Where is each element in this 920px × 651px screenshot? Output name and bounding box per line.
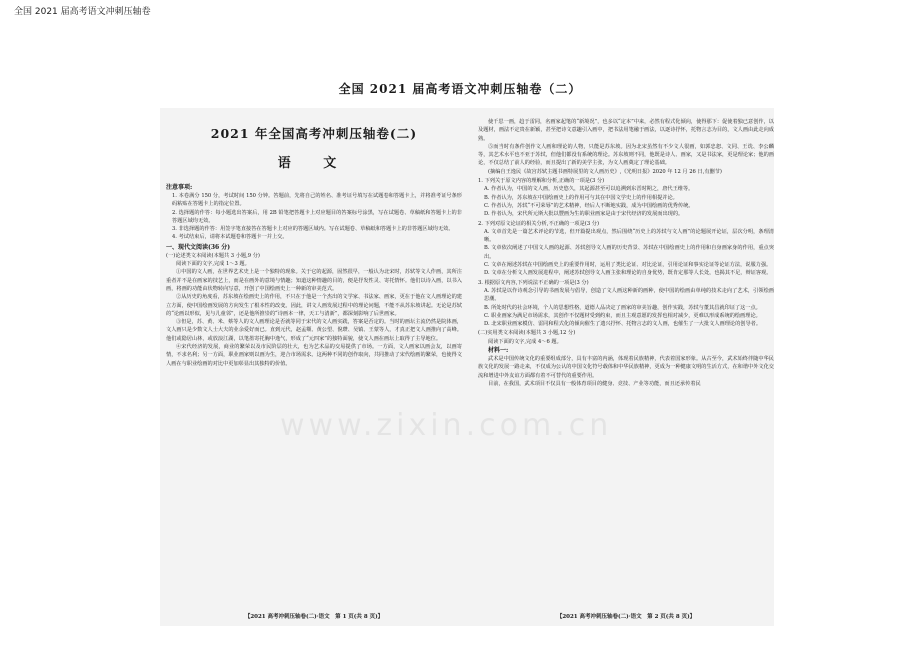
text-paragraph: ④宋代经济的发展，商业的繁荣以及市民阶层的壮大，也为艺术品的交易提供了市场。一方面，文人画家以画会友，以画寄情，不求名利；另一方面，职业画家则以画为生，迎合市场需求。这两种不同的创作取向，共同推动了宋代绘画的繁荣，也使得文人画在与职业绘画的对比中更加彰显出其独特的价值。 bbox=[166, 344, 462, 367]
notice-item: 1. 本卷满分 150 分，考试时间 150 分钟。答题前，先将自己的姓名、准考证号填写在试题卷和答题卡上，并将准考证号条形码粘贴在答题卡上的指定位置。 bbox=[172, 193, 462, 208]
watermark: www.zixin.com.cn bbox=[280, 408, 613, 443]
question-stem: 2. 下列对原文论证的相关分析,不正确的一项是(3 分) bbox=[478, 220, 599, 227]
text-paragraph: ⑤而当时有条件创作文人画和理论的人物，只能是苏东坡。因为北宋虽然有不少文人很画，如郭忠恕、文同、王诜、李公麟等，其艺术水平也不亚于苏轼，但他们都没有系统的理论。苏东坡则不同，他既是诗人、画家，又是书法家，更是理论家；他的画论，不仅总结了前人的经验，而且提出了新的美学主张，为文人画奠定了理论基础。 bbox=[478, 143, 774, 167]
subsection-heading: (一)论述类文本阅读(本题共 3 小题,9 分) bbox=[166, 252, 260, 259]
section-heading: 一、现代文阅读(36 分) bbox=[166, 243, 231, 251]
question-option: D. 文章在分析文人画发展进程中，阐述苏轼创导文人画主张和理论的自身优势，既肯定那等人长处，也揭其不足，辩证客观。 bbox=[484, 270, 772, 277]
page-footer: 【2021 高考冲刺压轴卷(二)·语文 第 2 页(共 8 页)】 bbox=[556, 614, 696, 620]
question-option: C. 作者认为，苏轼“不可荣辱”的艺术精神，经后人不断地实践，成为中国绘画的优秀传统。 bbox=[484, 202, 694, 209]
question-option: C. 文章在阐述苏轼在中国绘画史上的重要作用时，运用了类比论证、对比论证，引用论证和事实论证等论证方法，说服力强。 bbox=[484, 262, 772, 269]
text-paragraph: 武术是中国传统文化的重要组成部分，具有丰富的内涵，体现着民族精神，代表着国家形象。从古至今，武术始终伴随中华民族文化的发展一路走来，不仅成为公认的中国文化符号载体和中华民族精神，更成为一种健康文明的生活方式，在和谐中外文化交流和增进中外友谊方面都有着不可替代的重要作用。 bbox=[478, 356, 774, 379]
source-note: (摘编自王逸民《故宫苏轼主题书画特展里的文人画历史》,《光明日报》2020 年 12 月 26 日,有删节) bbox=[488, 168, 722, 175]
notice-list bbox=[166, 192, 462, 242]
reading-instruction: 阅读下面的文字,完成 4～6 题。 bbox=[488, 338, 562, 345]
page-footer: 【2021 高考冲刺压轴卷(二)·语文 第 1 页(共 8 页)】 bbox=[244, 614, 384, 620]
question-option: C. 职业画家为满足市场需求，其创作不仅题材受到约束，而且主观意愿的发挥也相对减少，更难以形成系统的绘画理论。 bbox=[484, 312, 761, 319]
page-2 bbox=[478, 108, 774, 626]
question-option: A. 苏轼是以作诗观念引导的书画发展与倡导，创造了文人画这种新的画种，使中国的绘画由单纯的技术走向了艺术，引领绘画思潮。 bbox=[484, 287, 774, 303]
question-option: B. 作者认为，苏东坡在中国绘画史上的作用可与其在中国文学史上的作用相提并论。 bbox=[484, 194, 678, 201]
text-paragraph: ③但是，苏、黄、米、蔡等人的文人画理论是否就等同于宋代的文人画实践，答案是否定的。当时的画坛主流仍然是院体画，文人画只是少数文人士大夫的业余爱好而已。直到元代，赵孟頫、黄公望、倪瓒、吴镇、王蒙等人，才真正把文人画推向了高峰。他们或隐居山林，或放浪江湖，以笔墨寄托胸中逸气，形成了“元四家”的独特面貌，使文人画在画坛上取得了主导地位。 bbox=[166, 319, 462, 342]
page-1 bbox=[166, 108, 462, 626]
question-stem: 3. 根据原文内容,下列说法不正确的一项是(3 分) bbox=[478, 279, 589, 286]
exam-title: 2021 年全国高考冲刺压轴卷(二) bbox=[210, 126, 418, 141]
material-label: 材料一: bbox=[488, 347, 509, 355]
question-option: A. 文章首先是一篇艺术评论的节选，但开篇提出观点，然后围绕“历史上的苏轼与文人画”的论题展开论证，层次分明，条理清晰。 bbox=[484, 228, 774, 244]
question-option: D. 作者认为，宋代所元斯大批以豐画为生的职业画家是由于宋代经济的发展而出现的。 bbox=[484, 211, 684, 218]
text-paragraph: 使千思一画，趋于雷同，名画家起笔的“新境况”，也多以“定本”中来，必然有程式化倾向，使得那下：促使着独已意创作，以及题材，画法不定贵在新颖，甚至把诗文意趣引入画中，把书法用笔融于画法，以逐诗抒怀，托物言志为目的，文人画由此走向成熟。 bbox=[478, 119, 774, 142]
notice-item: 2. 选择题的作答：每小题选出答案后，用 2B 铅笔把答题卡上对应题目的答案标号涂黑，写在试题卷、草稿纸和答题卡上的非答题区域均无效。 bbox=[172, 209, 462, 224]
question-option: B. 所处时代的社会环境，个人的思想性格，道德人品决定了画家的审美旨趣，创作实践，苏轼与董其昌就印证了这一点。 bbox=[484, 304, 761, 311]
question-stem: 1. 下列关于原文内容的理解和分析,正确的一项是(3 分) bbox=[478, 178, 605, 185]
top-caption: 全国 2021 届高考语文冲刺压轴卷 bbox=[14, 7, 151, 17]
subsection-heading: (二)实用类文本阅读(本题共 3 小题,12 分) bbox=[478, 330, 576, 337]
reading-instruction: 阅读下面的文字,完成 1～3 题。 bbox=[176, 261, 250, 268]
text-paragraph: ②从历史的角度看，苏东坡在绘画史上的作用，不只在于他是一个杰出的文学家、书法家、画家，更在于他在文人画理论的建立方面，使中国绘画发展的方向发生了根本性的改变。因此，讲文人画发展过程中的理论问题，不能不从苏东坡讲起。无论是苏轼的“论画以形似，见与儿童邻”，还是他所推崇的“诗画本一律，天工与清新”，都深刻影响了后世画家。 bbox=[166, 294, 462, 317]
text-paragraph: 目前，在我国，武术项目不仅具有一般体育项目的健身、竞技、产业等功能，而且还承传着民 bbox=[488, 380, 701, 387]
notice-item: 4. 考试结束后，请将本试题卷和答题卡一并上交。 bbox=[172, 234, 288, 241]
notice-heading: 注意事项: bbox=[166, 184, 193, 191]
question-option: B. 文章依次阐述了中国文人画的起源、苏轼创导文人画的历史背景、苏轼在中国绘画史上的作用和自身画家身的作用，重点突出。 bbox=[484, 245, 774, 260]
main-title: 全国 2021 届高考语文冲刺压轴卷（二） bbox=[338, 82, 582, 96]
subject-title: 语 文 bbox=[277, 156, 351, 171]
text-paragraph: ①中国的文人画，在世界艺术史上是一个独特的现象。关于它的起源，固然很早，一般认为北宋时，苏轼等文人作画，其所注重者并不是在画家的技艺上，而是在画外的意境与情趣；知道这种情趣的目的，便是抒发性灵、寄托情怀。他们以诗入画，以书入画，将画的功能由状物转向写意，开创了中国绘画史上一种新的审美范式。 bbox=[166, 269, 462, 292]
question-option: D. 北宋职业画家模仿、雷同和程式化的倾向催生了遗兴抒怀、托物言志的文人画，也催生了一大批文人画理论的创导者。 bbox=[484, 321, 762, 328]
notice-item: 3. 非选择题的作答：用签字笔直接答在答题卡上对应的答题区域内。写在试题卷、草稿纸和答题卡上的非答题区域均无效。 bbox=[172, 226, 454, 233]
exam-sheet bbox=[160, 108, 774, 626]
question-option: A. 作者认为，中国的文人画，历史悠久，其起源甚至可以追溯到东晋时期之，唐代王维等。 bbox=[484, 186, 694, 193]
